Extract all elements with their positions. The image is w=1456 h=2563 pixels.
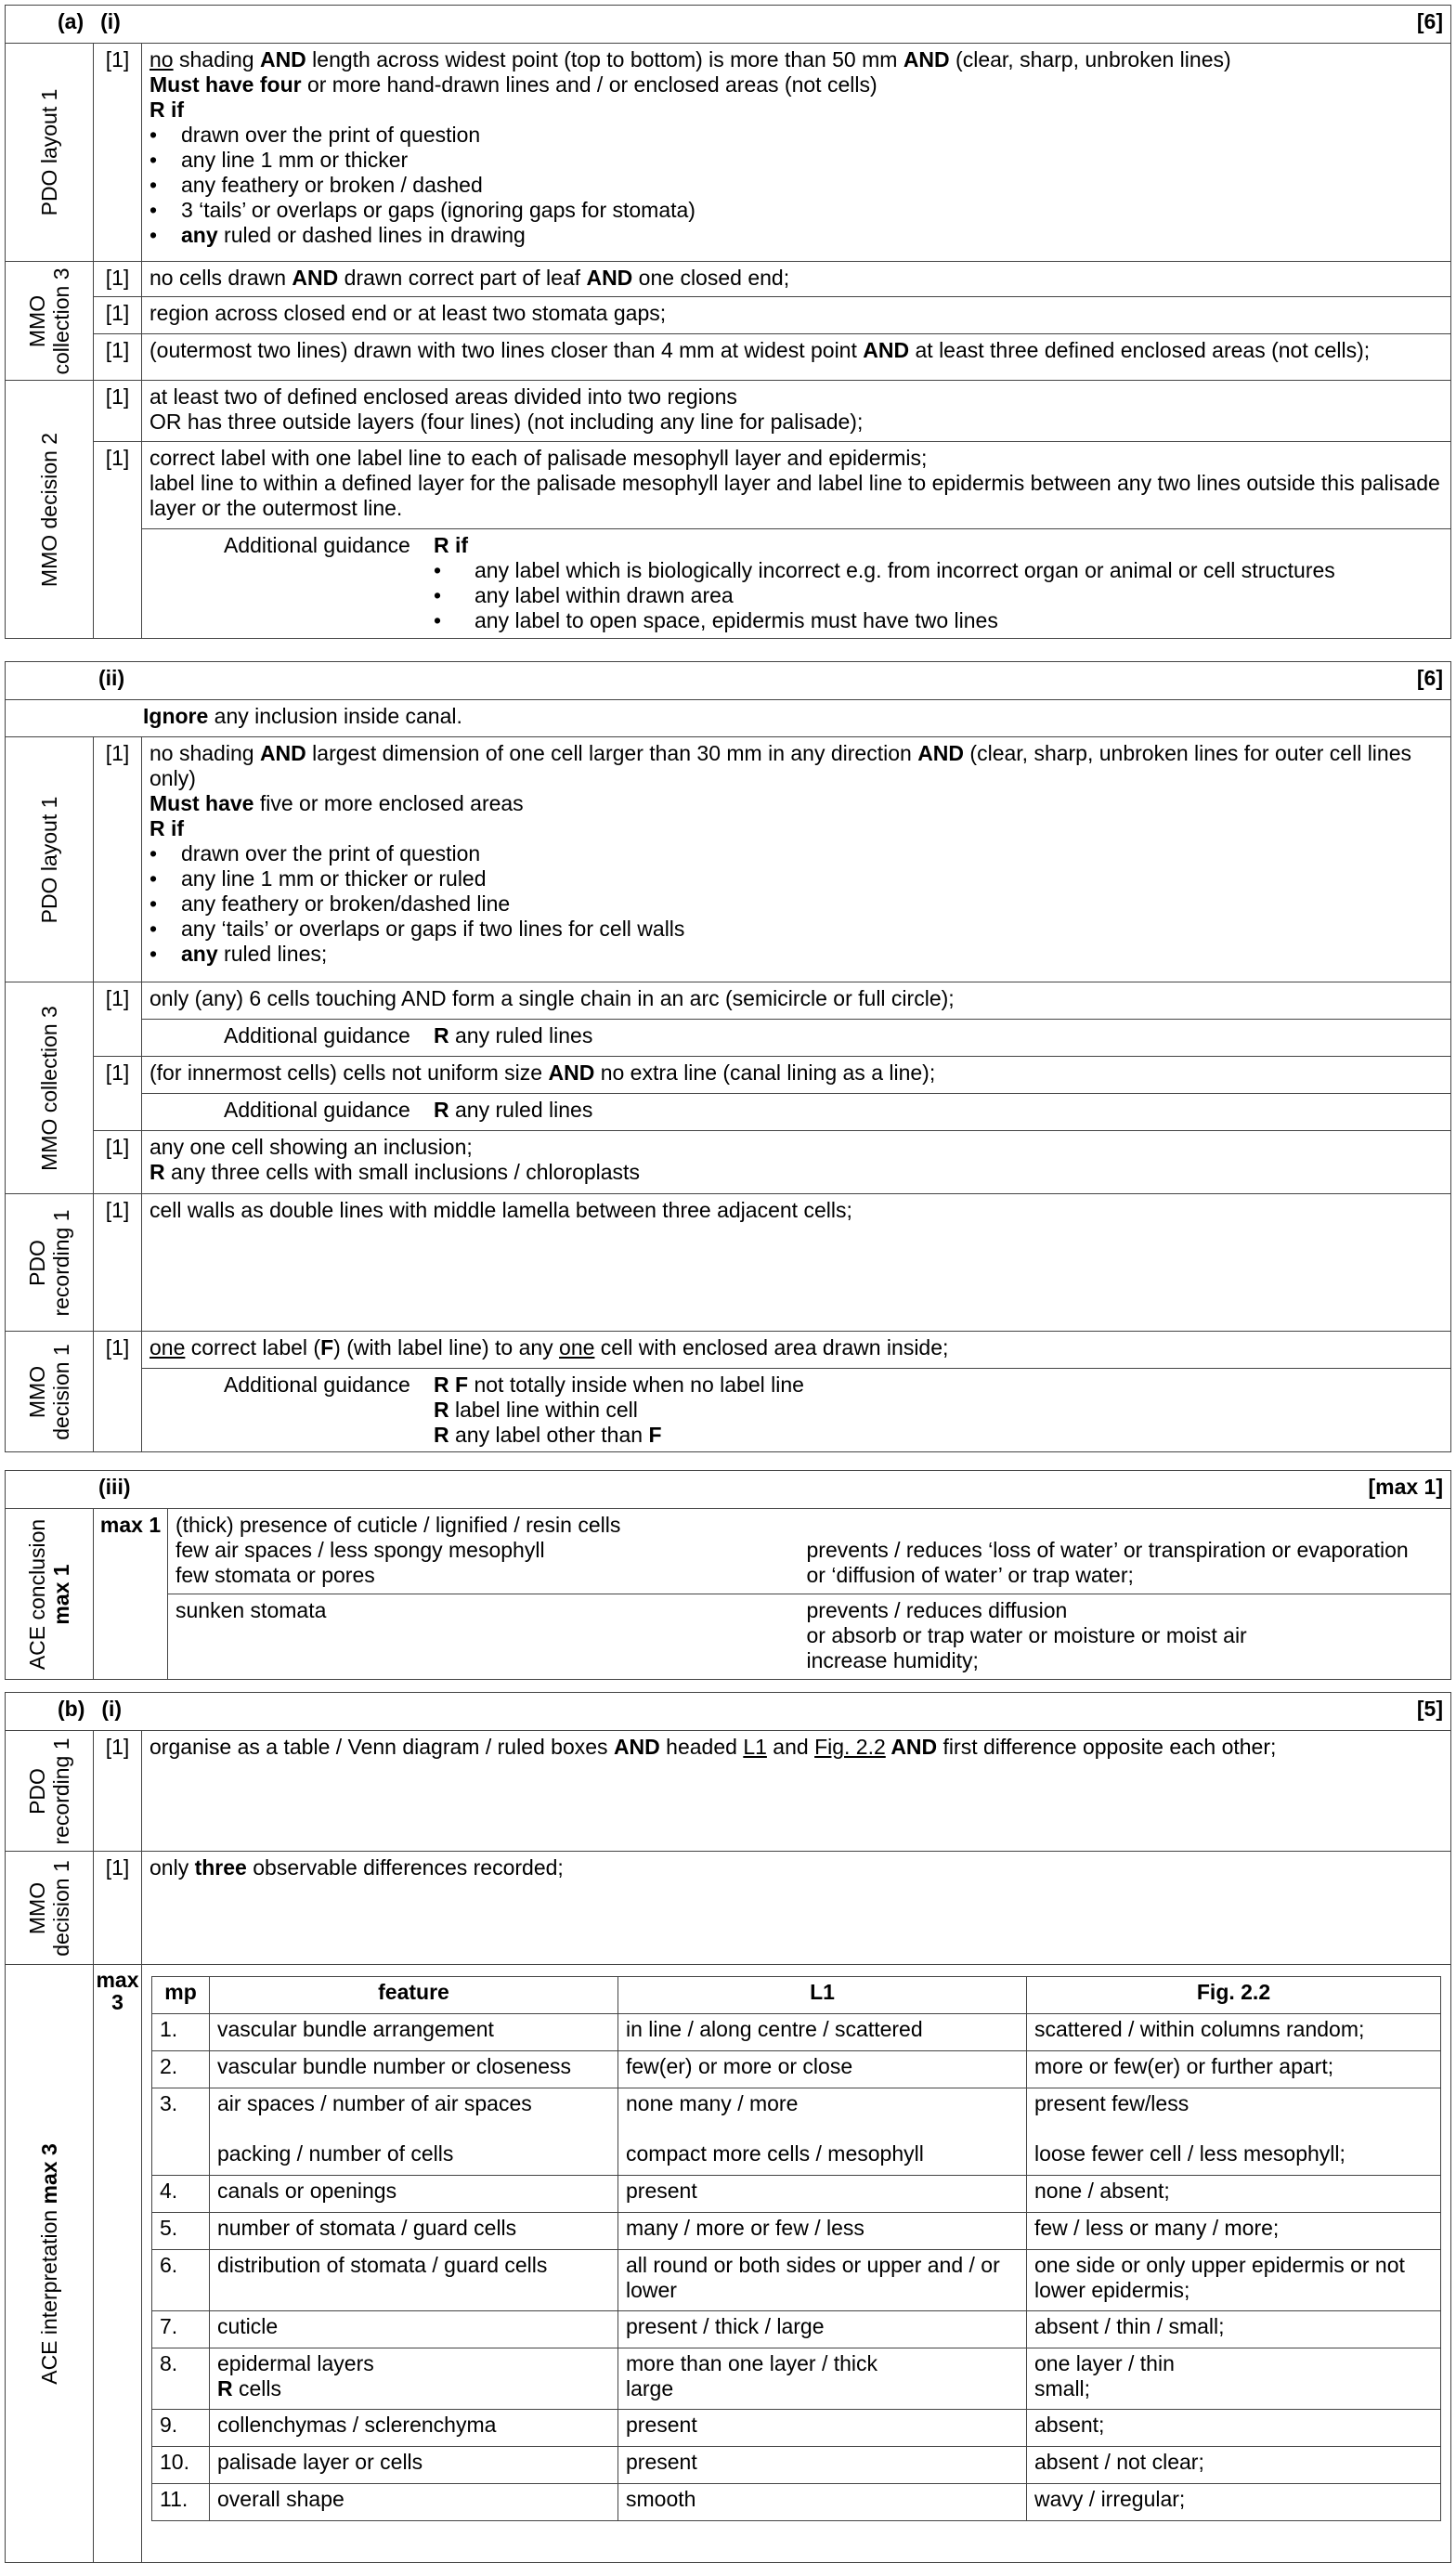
mark: [1] [94, 262, 142, 297]
reject-list: • drawn over the print of question • any line 1 mm or thicker • any feathery or broken / dashed • 3 ‘tails’ or overlaps or gaps (ignoring gaps for stomata) • any ruled or dashed lines in drawing [150, 123, 1443, 248]
criterion-text: correct label with one label line to each of palisade mesophyll layer and epidermis; label line to within a defined layer for the palisade mesophyll layer and label line to epidermis between any two lines outside this palisade layer or the outermost line. [142, 442, 1451, 529]
criterion-label: MMO decision 1 [6, 1852, 94, 1965]
criterion-text: only (any) 6 cells touching AND form a single chain in an arc (semicircle or full circle); [142, 982, 1451, 1020]
criterion-text: organise as a table / Venn diagram / ruled boxes AND headed L1 and Fig. 2.2 AND first difference opposite each other; [142, 1731, 1451, 1852]
mark: [1] [94, 334, 142, 381]
additional-guidance: Additional guidance R any ruled lines [142, 1094, 1451, 1131]
subpart-label: (ii) [98, 666, 125, 690]
criterion-label: ACE conclusion max 1 [6, 1509, 94, 1680]
part-label: (a) [58, 9, 84, 33]
criterion-label: PDO layout 1 [6, 44, 94, 262]
section-header [6, 662, 1451, 700]
criterion-text: region across closed end or at least two stomata gaps; [142, 297, 1451, 334]
criterion-text: cell walls as double lines with middle lamella between three adjacent cells; [142, 1194, 1451, 1332]
marks-total: [6] [1416, 9, 1443, 33]
criterion-label: MMO decision 2 [6, 381, 94, 639]
criterion-text: at least two of defined enclosed areas divided into two regions OR has three outside layers (four lines) (not including any line for palisade); [142, 381, 1451, 442]
table-header-row: mp feature L1 Fig. 2.2 [152, 1977, 1441, 2014]
criterion-text: only three observable differences recorded; [142, 1852, 1451, 1965]
table-row: 7. cuticle present / thick / large absent / thin / small; [152, 2311, 1441, 2348]
mark: [1] [94, 44, 142, 262]
table-row: 9. collenchymas / sclerenchyma present absent; [152, 2410, 1441, 2447]
section-header [6, 1471, 1451, 1509]
criterion-label: PDO recording 1 [6, 1731, 94, 1852]
mark: [1] [94, 297, 142, 334]
marks-total: [5] [1416, 1697, 1443, 1721]
criterion-label: MMO decision 1 [6, 1332, 94, 1452]
criterion-text: (for innermost cells) cells not uniform size AND no extra line (canal lining as a line); [142, 1057, 1451, 1094]
table-row: 8. epidermal layers R cells more than one layer / thick large one layer / thin small; [152, 2348, 1441, 2410]
mark: [1] [94, 1194, 142, 1332]
table-row: 6. distribution of stomata / guard cells all round or both sides or upper and / or lower one side or only upper epidermis or not lower epidermis; [152, 2250, 1441, 2311]
marks-total: [6] [1416, 666, 1443, 690]
section-header [6, 6, 1451, 44]
reason-text: prevents / reduces diffusion or absorb or trap water or moisture or moist air increase humidity; [800, 1594, 1451, 1680]
feature-text: (thick) presence of cuticle / lignified / resin cells few air spaces / less spongy mesophyll few stomata or pores [168, 1509, 800, 1594]
table-row: 10. palisade layer or cells present absent / not clear; [152, 2447, 1441, 2484]
mark: [1] [94, 1057, 142, 1131]
additional-guidance: Additional guidance R any ruled lines [142, 1020, 1451, 1057]
criterion-label: MMO collection 3 [6, 982, 94, 1194]
criterion-text: (outermost two lines) drawn with two lines closer than 4 mm at widest point AND at least three defined enclosed areas (not cells); [142, 334, 1451, 381]
table-row: 5. number of stomata / guard cells many / more or few / less few / less or many / more; [152, 2213, 1441, 2250]
additional-guidance: Additional guidance R if • any label which is biologically incorrect e.g. from incorrect organ or animal or cell structures • any label within drawn area • any label to open space, epidermis must have two lines [142, 529, 1451, 639]
mark: [1] [94, 1332, 142, 1452]
criterion-text: any one cell showing an inclusion; R any three cells with small inclusions / chloroplasts [142, 1131, 1451, 1194]
subpart-label: (iii) [98, 1475, 131, 1499]
mark: [1] [94, 982, 142, 1057]
mark: [1] [94, 1731, 142, 1852]
criterion-text: no cells drawn AND drawn correct part of leaf AND one closed end; [142, 262, 1451, 297]
mark: [1] [94, 1852, 142, 1965]
mark: [1] [94, 737, 142, 982]
criterion-label: PDO recording 1 [6, 1194, 94, 1332]
table-row: 3. air spaces / number of air spaces packing / number of cells none many / more compact more cells / mesophyll present few/less loose fewer cell / less mesophyll; [152, 2088, 1441, 2176]
criterion-text: no shading AND length across widest point (top to bottom) is more than 50 mm AND (clear, sharp, unbroken lines) Must have four or more hand-drawn lines and / or enclosed areas (not cells) R if • drawn over the print of question • any line 1 mm or thicker • any feathery or broken / dashed • 3 ‘tails’ or overlaps or gaps (ignoring gaps for stomata) • any ruled or dashed lines in drawing [142, 44, 1451, 262]
criterion-label: PDO layout 1 [6, 737, 94, 982]
table-row: 11. overall shape smooth wavy / irregular; [152, 2484, 1441, 2521]
criterion-label: ACE interpretation max 3 [6, 1965, 94, 2563]
max-mark: max 1 [94, 1509, 168, 1680]
mark: [1] [94, 442, 142, 639]
differences-table-cell [142, 1965, 1451, 2563]
section-a-iii [5, 1470, 1451, 1680]
table-row: 4. canals or openings present none / absent; [152, 2176, 1441, 2213]
reason-text: prevents / reduces ‘loss of water’ or transpiration or evaporation or ‘diffusion of water’ or trap water; [800, 1509, 1451, 1594]
ignore-note: Ignore any inclusion inside canal. [6, 700, 1451, 737]
table-row: 1. vascular bundle arrangement in line / along centre / scattered scattered / within columns random; [152, 2014, 1441, 2051]
subpart-label: (i) [101, 1697, 123, 1721]
additional-guidance: Additional guidance R F not totally inside when no label line R label line within cell R any label other than F [142, 1369, 1451, 1452]
section-b-i [5, 1692, 1451, 2563]
differences-table [151, 1976, 1441, 2521]
section-header [6, 1693, 1451, 1731]
part-label: (b) [58, 1697, 85, 1721]
criterion-text: one correct label (F) (with label line) to any one cell with enclosed area drawn inside; [142, 1332, 1451, 1369]
mark: [1] [94, 1131, 142, 1194]
max-mark: max 3 [94, 1965, 142, 2563]
section-a-i [5, 5, 1451, 639]
subpart-label: (i) [100, 9, 121, 33]
table-row: 2. vascular bundle number or closeness few(er) or more or close more or few(er) or further apart; [152, 2051, 1441, 2088]
criterion-label: MMO collection 3 [6, 262, 94, 381]
feature-text: sunken stomata [168, 1594, 800, 1680]
criterion-text: no shading AND largest dimension of one cell larger than 30 mm in any direction AND (clear, sharp, unbroken lines for outer cell lines only) Must have five or more enclosed areas R if • drawn over the print of question • any line 1 mm or thicker or ruled • any feathery or broken/dashed line • any ‘tails’ or overlaps or gaps if two lines for cell walls • any ruled lines; [142, 737, 1451, 982]
mark: [1] [94, 381, 142, 442]
section-a-ii [5, 661, 1451, 1452]
marks-total: [max 1] [1368, 1475, 1443, 1499]
